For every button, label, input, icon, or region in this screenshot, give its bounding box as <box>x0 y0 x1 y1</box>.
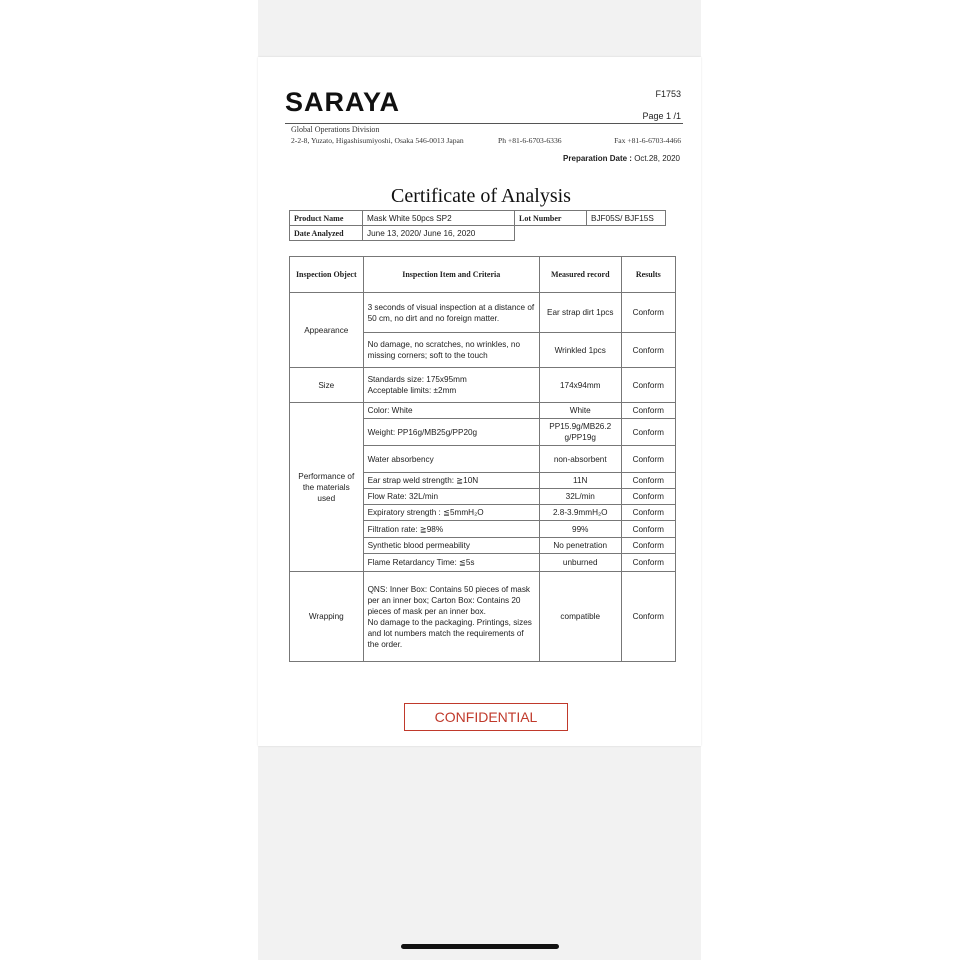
table-row <box>290 403 676 419</box>
header-divider <box>285 123 683 124</box>
criteria-cell: Ear strap weld strength: ≧10N <box>363 473 539 489</box>
result-cell: Conform <box>621 572 675 662</box>
criteria-cell: Color: White <box>363 403 539 419</box>
inspection-object-cell: Appearance <box>290 293 364 368</box>
page-number: Page 1 /1 <box>642 111 681 121</box>
criteria-cell: Expiratory strength : ≦5mmH₂O <box>363 505 539 521</box>
result-cell: Conform <box>621 505 675 521</box>
measured-record-cell: Ear strap dirt 1pcs <box>539 293 621 333</box>
table-row <box>290 572 676 662</box>
saraya-logo: SARAYA <box>285 87 401 117</box>
preparation-value: Oct.28, 2020 <box>634 154 680 163</box>
result-cell: Conform <box>621 473 675 489</box>
criteria-cell: Flame Retardancy Time: ≦5s <box>363 554 539 572</box>
result-cell: Conform <box>621 489 675 505</box>
date-analyzed-value: June 13, 2020/ June 16, 2020 <box>363 226 515 241</box>
criteria-cell: Filtration rate: ≧98% <box>363 521 539 538</box>
measured-record-cell: White <box>539 403 621 419</box>
measured-record-cell: 99% <box>539 521 621 538</box>
measured-record-cell: PP15.9g/MB26.2 g/PP19g <box>539 419 621 446</box>
measured-record-cell: 11N <box>539 473 621 489</box>
result-cell: Conform <box>621 333 675 368</box>
product-info-table <box>289 210 666 241</box>
measured-record-cell: unburned <box>539 554 621 572</box>
home-indicator[interactable] <box>401 944 559 949</box>
header-results: Results <box>621 257 675 293</box>
measured-record-cell: 32L/min <box>539 489 621 505</box>
criteria-cell: Standards size: 175x95mm Acceptable limits: ±2mm <box>363 368 539 403</box>
inspection-table <box>289 256 676 662</box>
criteria-cell: Flow Rate: 32L/min <box>363 489 539 505</box>
measured-record-cell: compatible <box>539 572 621 662</box>
lot-number-value: BJF05S/ BJF15S <box>587 211 666 226</box>
form-code: F1753 <box>655 89 681 99</box>
criteria-cell: Water absorbency <box>363 446 539 473</box>
result-cell: Conform <box>621 554 675 572</box>
product-name-label: Product Name <box>290 211 363 226</box>
inspection-object-cell: Performance of the materials used <box>290 403 364 572</box>
measured-record-cell: 174x94mm <box>539 368 621 403</box>
phone-number: Ph +81-6-6703-6336 <box>498 136 562 145</box>
criteria-cell: 3 seconds of visual inspection at a distance of 50 cm, no dirt and no foreign matter. <box>363 293 539 333</box>
result-cell: Conform <box>621 538 675 554</box>
measured-record-cell: 2.8-3.9mmH₂O <box>539 505 621 521</box>
preparation-label: Preparation Date : <box>563 154 632 163</box>
lot-number-label: Lot Number <box>515 211 587 226</box>
header-inspection-object: Inspection Object <box>290 257 364 293</box>
certificate-page <box>258 57 701 746</box>
date-analyzed-label: Date Analyzed <box>290 226 363 241</box>
table-row <box>290 368 676 403</box>
header-measured-record: Measured record <box>539 257 621 293</box>
inspection-object-cell: Wrapping <box>290 572 364 662</box>
inspection-object-cell: Size <box>290 368 364 403</box>
result-cell: Conform <box>621 368 675 403</box>
division-name: Global Operations Division <box>291 125 380 134</box>
address: 2-2-8, Yuzato, Higashisumiyoshi, Osaka 546-0013 Japan <box>291 136 464 145</box>
criteria-cell: Weight: PP16g/MB25g/PP20g <box>363 419 539 446</box>
result-cell: Conform <box>621 446 675 473</box>
header-criteria: Inspection Item and Criteria <box>363 257 539 293</box>
criteria-cell: QNS: Inner Box: Contains 50 pieces of mask per an inner box; Carton Box: Contains 20 pieces of mask per an inner box. No damage to the packaging. Printings, sizes and lot numbers match the requirements of the order. <box>363 572 539 662</box>
criteria-cell: No damage, no scratches, no wrinkles, no missing corners; soft to the touch <box>363 333 539 368</box>
document-title: Certificate of Analysis <box>391 185 571 207</box>
result-cell: Conform <box>621 403 675 419</box>
criteria-cell: Synthetic blood permeability <box>363 538 539 554</box>
fax-number: Fax +81-6-6703-4466 <box>614 136 681 145</box>
table-row <box>290 293 676 333</box>
preparation-date <box>563 154 680 163</box>
phone-viewport <box>258 0 701 960</box>
result-cell: Conform <box>621 293 675 333</box>
measured-record-cell: non-absorbent <box>539 446 621 473</box>
result-cell: Conform <box>621 419 675 446</box>
measured-record-cell: Wrinkled 1pcs <box>539 333 621 368</box>
product-name-value: Mask White 50pcs SP2 <box>363 211 515 226</box>
confidential-stamp: CONFIDENTIAL <box>404 703 568 731</box>
measured-record-cell: No penetration <box>539 538 621 554</box>
result-cell: Conform <box>621 521 675 538</box>
